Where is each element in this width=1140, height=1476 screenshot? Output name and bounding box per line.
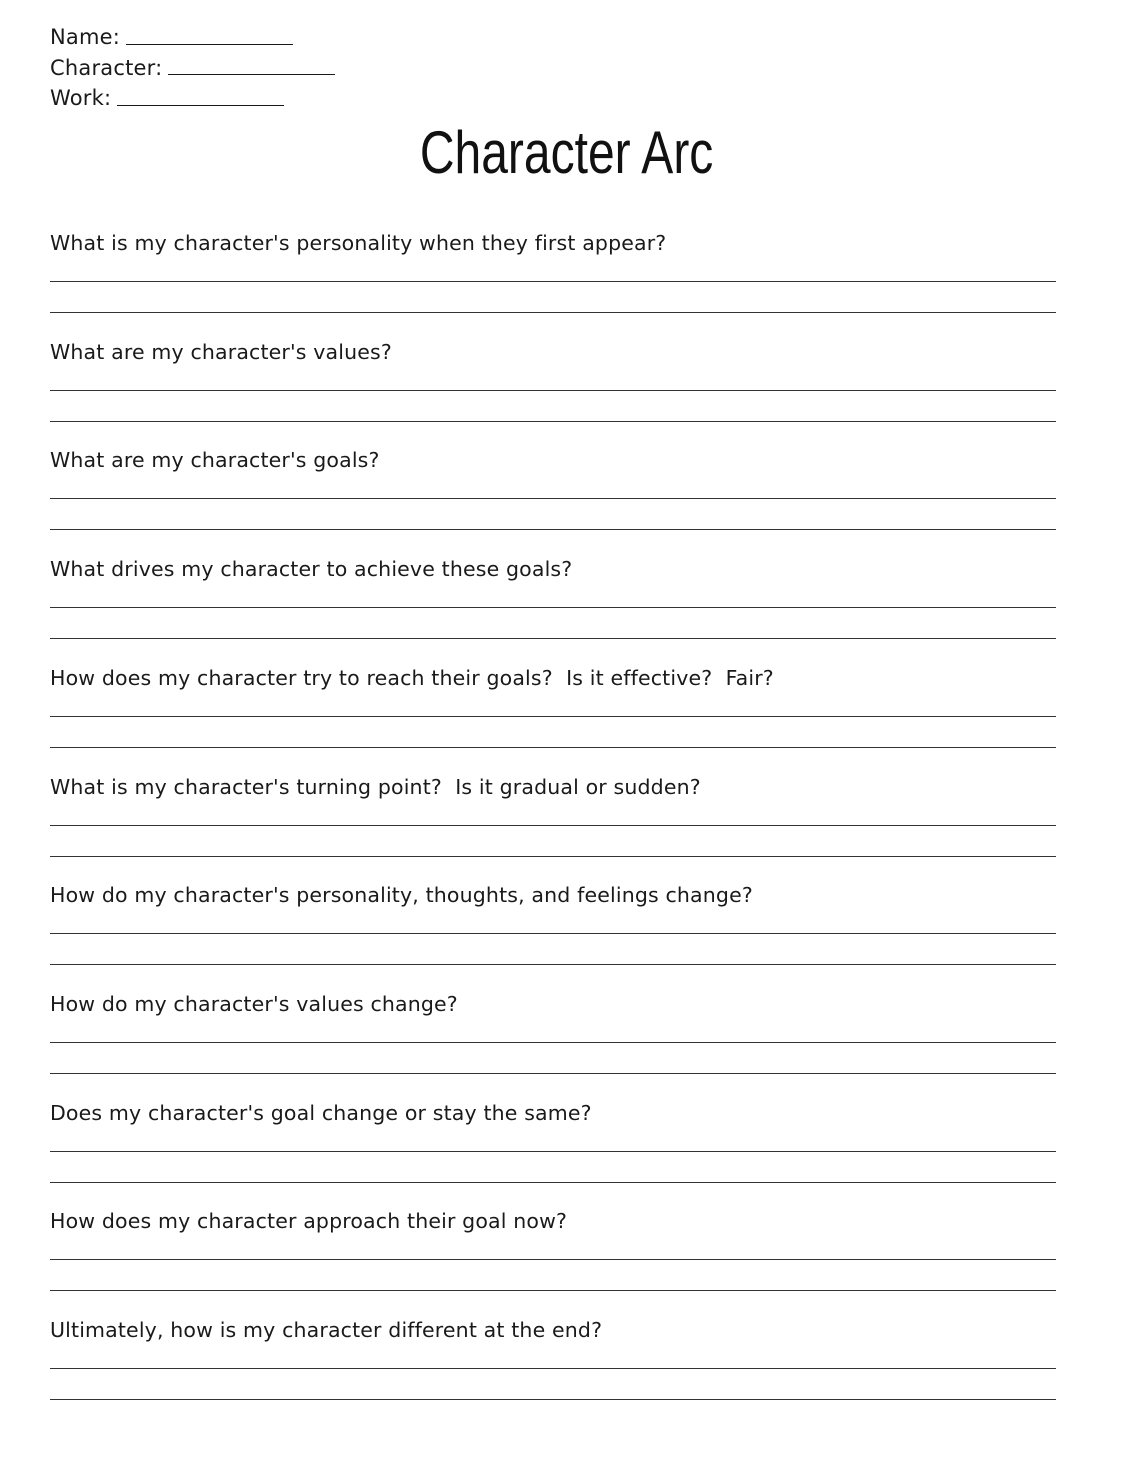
question-text: What is my character's personality when they first appear? (50, 231, 667, 255)
answer-line-2[interactable] (50, 1182, 1056, 1183)
question-text: How do my character's values change? (50, 991, 458, 1016)
question-text: Ultimately, how is my character different at the end? (50, 1318, 603, 1342)
question-block (50, 337, 1056, 367)
question-block (50, 1098, 1056, 1128)
character-blank-line[interactable] (168, 60, 335, 75)
answer-line-2[interactable] (50, 747, 1056, 748)
question-text: What are my character's values? (50, 339, 392, 364)
answer-line-1[interactable] (50, 1259, 1056, 1260)
question-text: How do my character's personality, thoughts, and feelings change? (50, 883, 753, 908)
answer-line-1[interactable] (50, 1042, 1056, 1043)
question-text: What is my character's turning point? Is it gradual or sudden? (50, 774, 701, 799)
answer-line-2[interactable] (50, 856, 1056, 857)
question-block (50, 445, 1056, 475)
work-blank-line[interactable] (117, 91, 284, 106)
question-text: How does my character try to reach their goals? Is it effective? Fair? (50, 665, 774, 690)
question-block (50, 772, 1056, 802)
question-block (50, 228, 1056, 258)
character-label: Character: (50, 55, 163, 80)
answer-line-2[interactable] (50, 421, 1056, 422)
name-blank-line[interactable] (126, 30, 293, 45)
name-field-row (50, 22, 335, 53)
question-block (50, 989, 1056, 1019)
question-block (50, 663, 1056, 693)
question-block (50, 1315, 1056, 1345)
question-text: What are my character's goals? (50, 448, 380, 473)
answer-line-1[interactable] (50, 1151, 1056, 1152)
answer-line-1[interactable] (50, 933, 1056, 934)
answer-line-2[interactable] (50, 312, 1056, 313)
character-field-row (50, 53, 335, 84)
question-text: Does my character's goal change or stay the same? (50, 1100, 592, 1125)
answer-line-2[interactable] (50, 1073, 1056, 1074)
answer-line-1[interactable] (50, 716, 1056, 717)
header-fields (50, 22, 335, 114)
answer-line-1[interactable] (50, 281, 1056, 282)
answer-line-1[interactable] (50, 607, 1056, 608)
answer-line-1[interactable] (50, 825, 1056, 826)
answer-line-2[interactable] (50, 964, 1056, 965)
question-block (50, 880, 1056, 910)
question-block (50, 1206, 1056, 1236)
answer-line-1[interactable] (50, 498, 1056, 499)
name-label: Name: (50, 25, 121, 50)
question-text: How does my character approach their goal now? (50, 1209, 568, 1234)
answer-line-1[interactable] (50, 390, 1056, 391)
answer-line-1[interactable] (50, 1368, 1056, 1369)
answer-line-2[interactable] (50, 638, 1056, 639)
question-block (50, 554, 1056, 584)
work-label: Work: (50, 86, 112, 111)
work-field-row (50, 83, 335, 114)
question-text: What drives my character to achieve these goals? (50, 557, 573, 582)
page-title: Character Arc (419, 119, 714, 186)
answer-line-2[interactable] (50, 1290, 1056, 1291)
answer-line-2[interactable] (50, 1399, 1056, 1400)
answer-line-2[interactable] (50, 529, 1056, 530)
